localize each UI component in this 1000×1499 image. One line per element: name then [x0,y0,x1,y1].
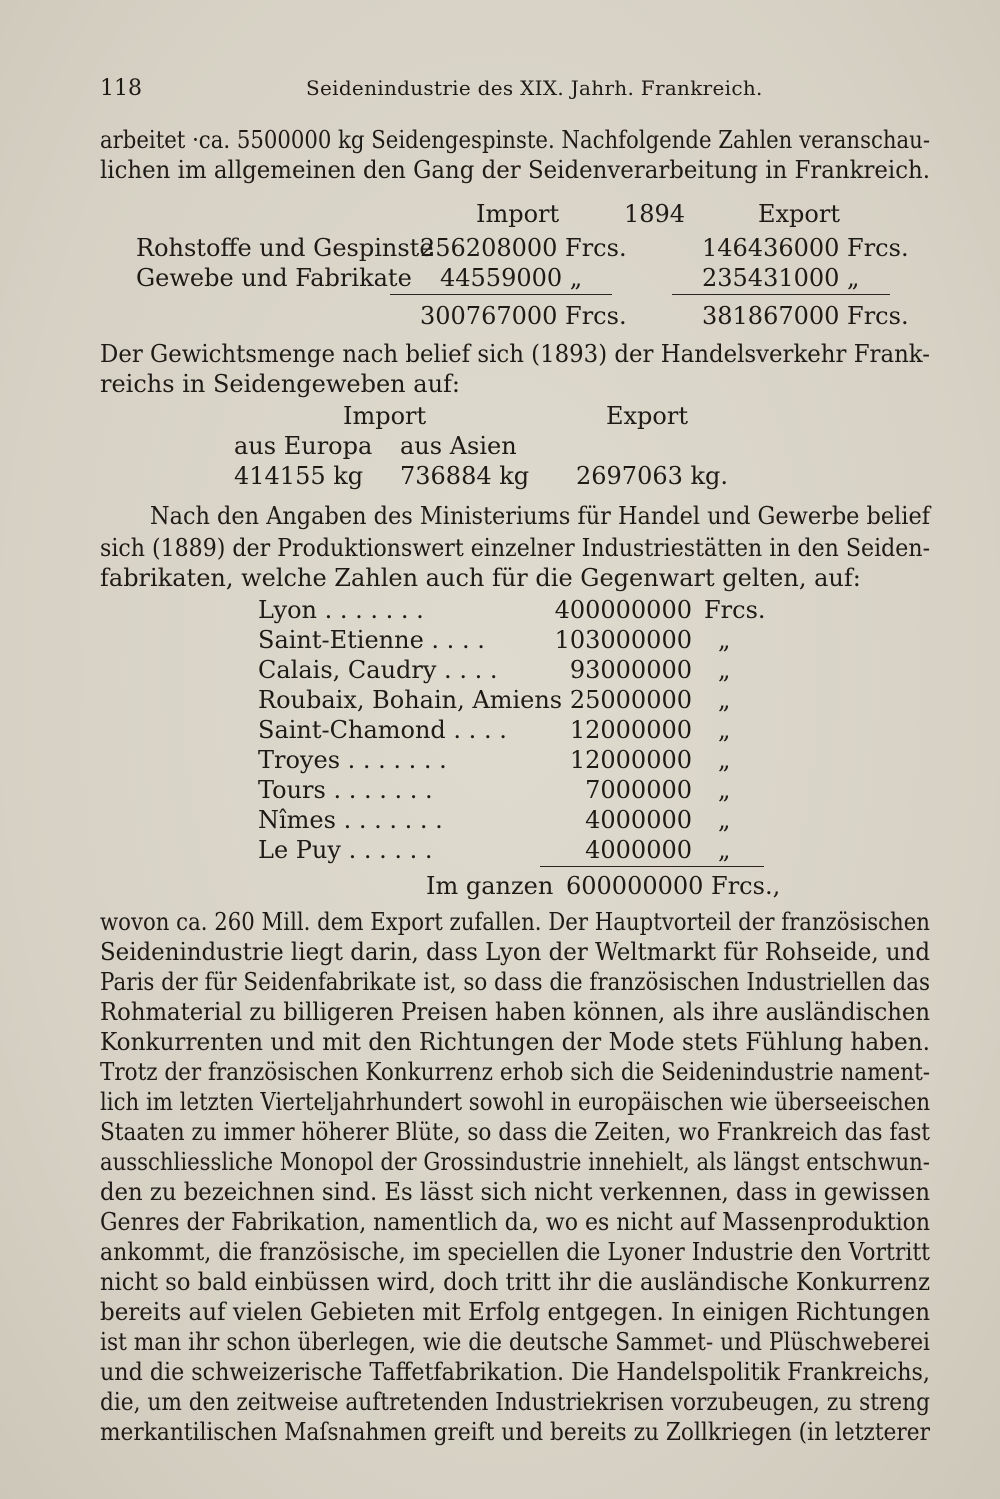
production-value: 93000000 [569,656,692,684]
col-export-header: Export [606,402,688,430]
production-unit: „ [718,746,731,774]
place-name: Tours . . . . . . . [258,776,433,804]
total-value: 600000000 Frcs., [566,872,781,900]
sum-rule [540,866,764,867]
body-line: die, um den zeitweise auftretenden Industriekrisen vorzubeugen, zu streng [100,1388,930,1416]
body-line: merkantilischen Maſsnahmen greift und bereits zu Zollkriegen (in letzterer [100,1418,930,1446]
place-name: Calais, Caudry . . . . [258,656,498,684]
sub-europa: aus Europa [234,432,373,460]
production-unit: „ [718,686,731,714]
sum-rule-export [672,294,890,295]
production-value: 12000000 [569,746,692,774]
body-line: wovon ca. 260 Mill. dem Export zufallen. Der Hauptvorteil der französischen [100,908,930,936]
ministry-para-line: Nach den Angaben des Ministeriums für Handel und Gewerbe belief [150,502,931,530]
production-unit: „ [718,806,731,834]
production-unit: Frcs. [704,596,766,624]
body-line: Konkurrenten und mit den Richtungen der Mode stets Fühlung haben. [100,1028,930,1056]
col-year-header: 1894 [624,200,686,228]
production-unit: „ [718,716,731,744]
place-name: Saint-Chamond . . . . [258,716,507,744]
ministry-para-line: fabrikaten, welche Zahlen auch für die Gegenwart gelten, auf: [100,564,861,592]
weight-para-line: Der Gewichtsmenge nach belief sich (1893) der Handelsverkehr Frank- [100,340,930,368]
place-name: Lyon . . . . . . . [258,596,424,624]
total-import: 300767000 Frcs. [420,302,627,330]
row-export: 146436000 Frcs. [702,234,909,262]
production-unit: „ [718,656,731,684]
row-import: 256208000 Frcs. [420,234,627,262]
sum-rule-import [390,294,612,295]
col-export-header: Export [758,200,840,228]
sub-asien: aus Asien [400,432,517,460]
body-line: bereits auf vielen Gebieten mit Erfolg entgegen. In einigen Richtungen [100,1298,931,1326]
col-import-header: Import [343,402,427,430]
weight-para-line: reichs in Seidengeweben auf: [100,370,460,398]
col-import-header: Import [476,200,560,228]
production-value: 400000000 [554,596,692,624]
place-name: Troyes . . . . . . . [258,746,447,774]
place-name: Saint-Etienne . . . . [258,626,485,654]
production-unit: „ [718,836,731,864]
page-number: 118 [100,76,142,101]
row-label: Rohstoffe und Gespinste [136,234,434,262]
production-value: 4000000 [585,806,692,834]
body-line: ausschliessliche Monopol der Grossindustrie innehielt, als längst entschwun- [100,1148,930,1176]
body-line: ankommt, die französische, im speciellen die Lyoner Industrie den Vortritt [100,1238,930,1266]
intro-line: lichen im allgemeinen den Gang der Seidenverarbeitung in Frankreich. [100,156,931,184]
place-name: Roubaix, Bohain, Amiens [258,686,563,714]
place-name: Nîmes . . . . . . . [258,806,443,834]
body-line: ist man ihr schon überlegen, wie die deutsche Sammet- und Plüschweberei [100,1328,930,1356]
place-name: Le Puy . . . . . . [258,836,433,864]
body-line: Rohmaterial zu billigeren Preisen haben können, als ihre ausländischen [100,998,931,1026]
body-line: Genres der Fabrikation, namentlich da, wo es nicht auf Massenproduktion [100,1208,931,1236]
body-line: den zu bezeichnen sind. Es lässt sich nicht verkennen, dass in gewissen [100,1178,930,1206]
body-line: Trotz der französischen Konkurrenz erhob sich die Seidenindustrie nament- [100,1058,930,1086]
value-europa: 414155 kg [234,462,364,490]
production-value: 25000000 [569,686,692,714]
body-line: nicht so bald einbüssen wird, doch tritt ihr die ausländische Konkurrenz [100,1268,930,1296]
total-export: 381867000 Frcs. [702,302,909,330]
production-value: 7000000 [585,776,692,804]
body-line: Seidenindustrie liegt darin, dass Lyon der Weltmarkt für Rohseide, und [100,938,931,966]
production-value: 12000000 [569,716,692,744]
body-line: und die schweizerische Taffetfabrikation. Die Handelspolitik Frankreichs, [100,1358,930,1386]
row-export: 235431000 „ [702,264,860,292]
body-line: lich im letzten Vierteljahrhundert sowohl in europäischen wie überseeischen [100,1088,931,1116]
body-line: Paris der für Seidenfabrikate ist, so dass die französischen Industriellen das [100,968,931,996]
running-title: Seidenindustrie des XIX. Jahrh. Frankreich. [306,76,763,100]
ministry-para-line: sich (1889) der Produktionswert einzelner Industriestätten in den Seiden- [100,534,931,562]
production-value: 4000000 [585,836,692,864]
body-line: Staaten zu immer höherer Blüte, so dass die Zeiten, wo Frankreich das fast [100,1118,930,1146]
value-export: 2697063 kg. [576,462,729,490]
row-import: 44559000 „ [440,264,583,292]
intro-line: arbeitet ·ca. 5500000 kg Seidengespinste. Nachfolgende Zahlen veranschau- [100,126,930,154]
production-unit: „ [718,626,731,654]
value-asien: 736884 kg [400,462,530,490]
production-unit: „ [718,776,731,804]
row-label: Gewebe und Fabrikate [136,264,412,292]
production-value: 103000000 [554,626,692,654]
total-label: Im ganzen [426,872,554,900]
